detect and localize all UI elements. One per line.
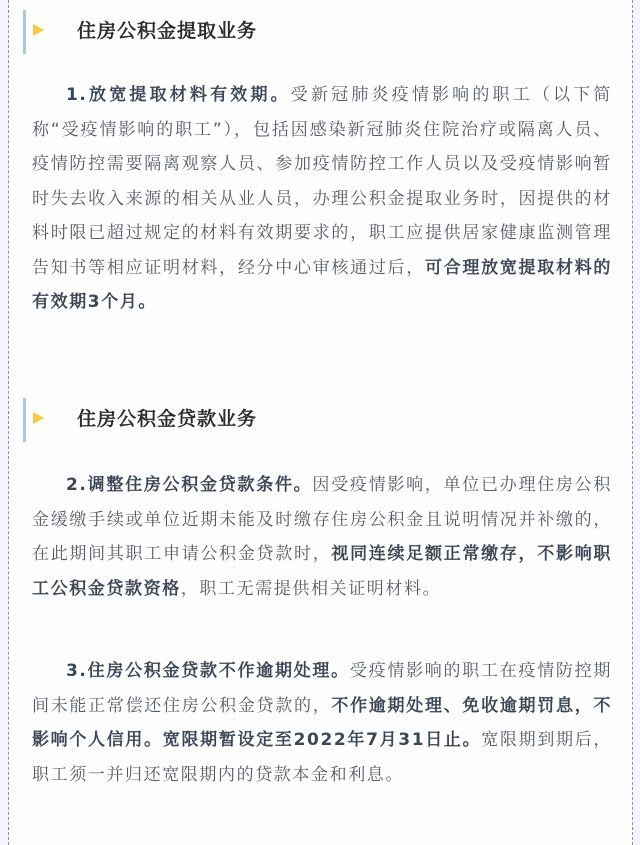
heading-accent-bar — [23, 10, 26, 54]
body-text: 受新冠肺炎疫情影响的职工（以下简称“受疫情影响的职工”），包括因感染新冠肺炎住院治疗或隔离人员、疫情防控需要隔离观察人员、参加疫情防控工作人员以及受疫情影响暂时失去收入来源的相关从业人员，办理公积金提取业务时，因提供的材料时限已超过规定的材料有效期要求的，职工应提供居家健康监测管理告知书等相应证明材料，经分中心审核通过后， — [32, 85, 612, 278]
body-text: 宽限期到期后，职工须一并归还宽限期内的贷款本金和利息。 — [32, 730, 612, 785]
bold-lead: 3.住房公积金贷款不作逾期处理。 — [66, 661, 350, 681]
bold-lead: 2.调整住房公积金贷款条件。 — [66, 475, 313, 495]
bold-emphasis: 可合理放宽提取材料的有效期3个月。 — [32, 257, 613, 312]
body-text: ，职工无需提供相关证明材料。 — [180, 578, 442, 599]
triangle-bullet-icon — [33, 412, 44, 424]
section-heading-loan — [23, 398, 613, 442]
bold-emphasis: 不作逾期处理、免收逾期罚息，不影响个人信用。宽限期暂设定至2022年7月31日止。 — [32, 695, 613, 750]
section-heading-withdrawal — [23, 10, 613, 54]
section-title: 住房公积金贷款业务 — [77, 408, 258, 430]
body-text: 受疫情影响的职工在疫情防控期间未能正常偿还住房公积金贷款的， — [32, 661, 612, 716]
triangle-bullet-icon — [33, 24, 44, 36]
bold-emphasis: 视同连续足额正常缴存，不影响职工公积金贷款资格 — [32, 544, 613, 599]
heading-accent-bar — [23, 398, 26, 442]
paragraph-3 — [32, 654, 612, 792]
bold-lead: 1.放宽提取材料有效期。 — [66, 85, 291, 105]
paragraph-2 — [32, 468, 612, 606]
body-text: 因受疫情影响，单位已办理住房公积金缓缴手续或单位近期未能及时缴存住房公积金且说明情况并补缴的，在此期间其职工申请公积金贷款时， — [32, 475, 612, 564]
paragraph-1 — [32, 78, 612, 320]
article-page — [8, 0, 633, 845]
section-title: 住房公积金提取业务 — [77, 20, 258, 42]
